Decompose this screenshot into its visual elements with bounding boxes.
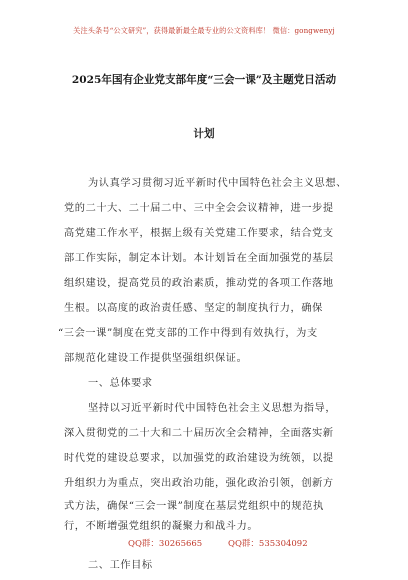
body-line-5: 组织建设，提高党员的政治素质，推动党的各项工作落地 — [64, 278, 334, 289]
body-line-2: 党的二十大、二十届二中、三中全会会议精神，进一步提 — [64, 203, 334, 214]
footer-qq-group-1: QQ群：30265665 — [128, 539, 203, 549]
body-line-3: 高党建工作水平，根据上级有关党建工作要求，结合党支 — [64, 228, 334, 239]
footer-qq-group-2: QQ群：535304092 — [228, 539, 308, 549]
document-title-continued: 计划 — [193, 128, 215, 140]
body-line-9: 坚持以习近平新时代中国特色社会主义思想为指导， — [88, 403, 337, 414]
body-line-4: 部工作实际，制定本计划。本计划旨在全面加强党的基层 — [64, 253, 334, 264]
body-line-1: 为认真学习贯彻习近平新时代中国特色社会主义思想、 — [88, 178, 347, 189]
body-line-12: 升组织力为重点，突出政治功能，强化政治引领，创新方 — [64, 478, 334, 489]
body-line-14: 行，不断增强党组织的凝聚力和战斗力。 — [64, 521, 259, 532]
section-heading-1: 一、总体要求 — [88, 378, 153, 389]
section-heading-2: 二、工作目标 — [88, 560, 153, 571]
body-line-13: 式方法，确保“三会一课”制度在基层党组织中的规范执 — [64, 501, 324, 512]
body-line-8: 部规范化建设工作提供坚强组织保证。 — [64, 353, 248, 364]
header-notice: 关注头条号“公文研究”，获得最新最全最专业的公文资料库！ 微信：gongwenyj — [73, 26, 335, 35]
body-line-7: “三会一课”制度在党支部的工作中得到有效执行，为支 — [58, 328, 318, 339]
body-line-11: 时代党的建设总要求，以加强党的政治建设为统领，以提 — [64, 453, 334, 464]
document-title: 2025年国有企业党支部年度“三会一课”及主题党日活动 — [71, 74, 337, 86]
body-line-6: 生根。以高度的政治责任感、坚定的制度执行力，确保 — [64, 303, 323, 314]
body-line-10: 深入贯彻党的二十大和二十届历次全会精神，全面落实新 — [64, 428, 334, 439]
